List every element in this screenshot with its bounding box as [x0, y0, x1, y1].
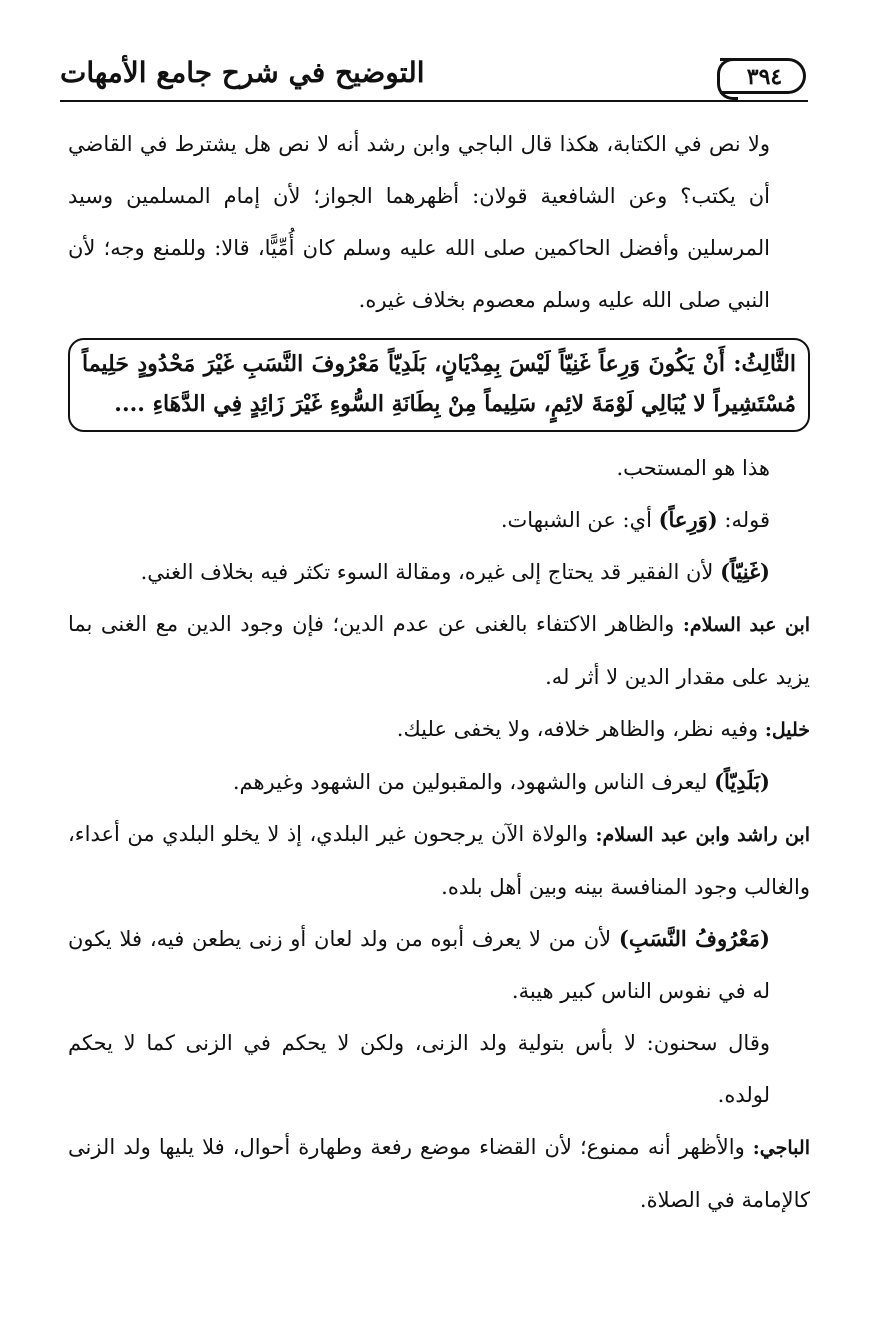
paragraph-ghani [68, 546, 810, 598]
speaker-khalil: خليل: [764, 719, 810, 741]
speaker-ibn-rashid: ابن راشد وابن عبد السلام: [595, 824, 811, 846]
page-body [68, 118, 810, 1226]
paragraph-ibn-rashid [68, 808, 810, 913]
paragraph-wari-text: أي: عن الشبهات. [500, 508, 652, 532]
paragraph-ibn-abd-salam-text: والظاهر الاكتفاء بالغنى عن عدم الدين؛ فإن وجود الدين مع الغنى بما يزيد على مقدار الدين لا أثر له. [68, 612, 810, 689]
matn-lead: الثَّالِثُ: [733, 351, 796, 377]
paragraph-nasab [68, 913, 810, 1017]
matn-text: أَنْ يَكُونَ وَرِعاً غَنِيّاً لَيْسَ بِمِدْيَانٍ، بَلَدِيّاً مَعْرُوفَ النَّسَبِ غَيْرَ مَحْدُودٍ حَلِيماً مُسْتَشِيراً لا يُبَالِي لَوْمَةَ لائِمٍ، سَلِيماً مِنْ بِطَانَةِ السُّوءِ غَيْرَ زَائِدٍ فِي الدَّهَاءِ .... [82, 351, 796, 417]
paragraph-ibn-abd-salam [68, 598, 810, 703]
paragraph-baladi-text: ليعرف الناس والشهود، والمقبولين من الشهود وغيرهم. [232, 770, 708, 794]
paragraph-khalil-text: وفيه نظر، والظاهر خلافه، ولا يخفى عليك. [396, 717, 759, 741]
qawluh-label: قوله: [724, 508, 770, 532]
paragraph-baladi [68, 756, 810, 808]
speaker-ibn-abd-salam: ابن عبد السلام: [682, 614, 811, 636]
quoted-term-ghani: (غَنِيّاً) [720, 559, 770, 584]
paragraph-wari [68, 494, 810, 546]
quoted-term-baladi: (بَلَدِيّاً) [714, 769, 770, 794]
page-number: ٣٩٤ [746, 64, 783, 90]
page-number-frame [720, 58, 806, 94]
running-title: التوضيح في شرح جامع الأمهات [60, 56, 425, 89]
paragraph-nasab-text: لأن من لا يعرف أبوه من ولد لعان أو زنى يطعن فيه، فلا يكون له في نفوس الناس كبير هيبة. [68, 927, 770, 1003]
speaker-baji: الباجي: [752, 1137, 810, 1159]
paragraph-khalil [68, 703, 810, 756]
quoted-term-nasab: (مَعْرُوفُ النَّسَبِ) [618, 926, 770, 951]
paragraph-baji-text: والأظهر أنه ممنوع؛ لأن القضاء موضع رفعة وطهارة أحوال، فلا يليها ولد الزنى كالإمامة في الصلاة. [68, 1135, 810, 1212]
matn-box [68, 338, 810, 432]
paragraph-sahnun: وقال سحنون: لا بأس بتولية ولد الزنى، ولكن لا يحكم في الزنى كما لا يحكم لولده. [68, 1031, 770, 1107]
paragraph-mustahab: هذا هو المستحب. [616, 456, 770, 480]
paragraph-kitaba: ولا نص في الكتابة، هكذا قال الباجي وابن رشد أنه لا نص هل يشترط في القاضي أن يكتب؟ وعن الشافعية قولان: أظهرهما الجواز؛ لأن إمام المسلمين وسيد المرسلين وأفضل الحاكمين صلى الله عليه وسلم كان أُمِّيًّا، قالا: وللمنع وجه؛ لأن النبي صلى الله عليه وسلم معصوم بخلاف غيره. [68, 132, 770, 312]
header-rule [60, 100, 808, 102]
paragraph-ibn-rashid-text: والولاة الآن يرجحون غير البلدي، إذ لا يخلو البلدي من أعداء، والغالب وجود المنافسة بينه وبين أهل بلده. [68, 822, 810, 899]
paragraph-baji [68, 1121, 810, 1226]
quoted-term-wari: (وَرِعاً) [658, 507, 718, 532]
page-header [60, 54, 808, 100]
paragraph-ghani-text: لأن الفقير قد يحتاج إلى غيره، ومقالة السوء تكثر فيه بخلاف الغني. [140, 560, 714, 584]
